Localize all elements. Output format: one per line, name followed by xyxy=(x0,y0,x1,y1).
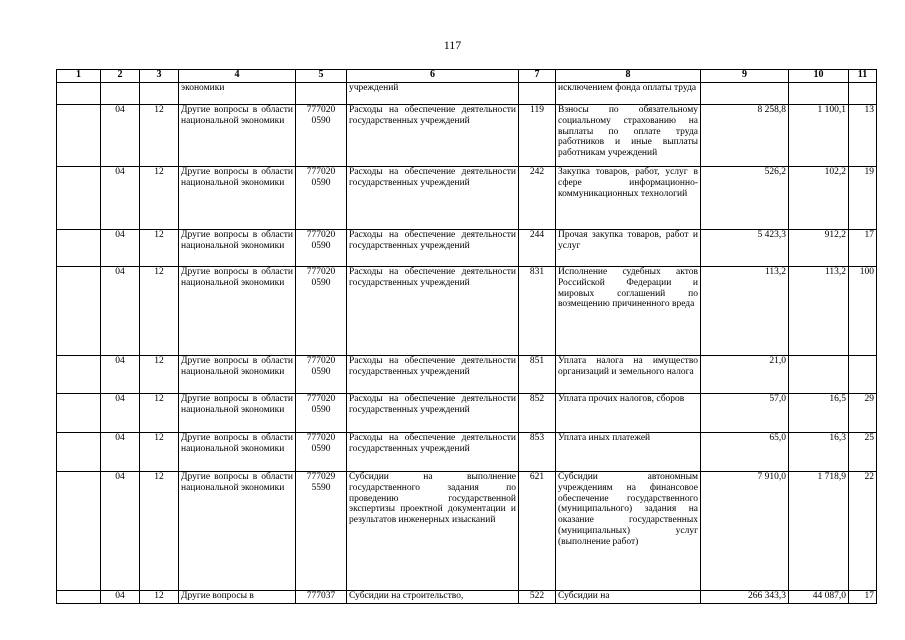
execution-percent-cell: 29 xyxy=(849,394,877,433)
planned-amount-cell: 526,2 xyxy=(701,167,789,230)
expense-type-name-cell: Уплата иных платежей xyxy=(556,433,701,472)
section-cell: 04 xyxy=(101,433,140,472)
section-cell: 04 xyxy=(101,167,140,230)
subsection-cell: 12 xyxy=(140,230,179,267)
expense-type-code-cell: 853 xyxy=(519,433,556,472)
page-number: 117 xyxy=(443,38,462,52)
subsection-cell: 12 xyxy=(140,267,179,356)
planned-amount-cell: 266 343,3 xyxy=(701,591,789,604)
planned-amount-cell: 57,0 xyxy=(701,394,789,433)
expense-type-code-cell: 621 xyxy=(519,472,556,591)
item-name-cell: Другие вопросы в xyxy=(179,591,296,604)
execution-percent-cell: 17 xyxy=(849,591,877,604)
table-row xyxy=(57,394,877,433)
column-header: 6 xyxy=(347,70,519,83)
expense-type-code-cell: 244 xyxy=(519,230,556,267)
expense-type-name-cell: Субсидии на xyxy=(556,591,701,604)
col1-cell xyxy=(57,230,101,267)
section-cell: 04 xyxy=(101,105,140,167)
subsection-cell: 12 xyxy=(140,433,179,472)
col1-cell xyxy=(57,472,101,591)
target-code-cell: 777037 xyxy=(296,591,347,604)
section-cell: 04 xyxy=(101,591,140,604)
subsection-cell: 12 xyxy=(140,105,179,167)
expense-type-name-cell: Исполнение судебных актов Российской Федерации и мировых соглашений по возмещению причиненного вреда xyxy=(556,267,701,356)
executed-amount-cell: 912,2 xyxy=(789,230,849,267)
item-name-cell: Другие вопросы в области национальной экономики xyxy=(179,394,296,433)
executed-amount-cell xyxy=(789,83,849,105)
executed-amount-cell xyxy=(789,356,849,394)
expense-name-cell: Расходы на обеспечение деятельности государственных учреждений xyxy=(347,105,519,167)
subsection-cell xyxy=(140,83,179,105)
expense-type-code-cell: 522 xyxy=(519,591,556,604)
execution-percent-cell xyxy=(849,83,877,105)
executed-amount-cell: 1 718,9 xyxy=(789,472,849,591)
executed-amount-cell: 44 087,0 xyxy=(789,591,849,604)
executed-amount-cell: 113,2 xyxy=(789,267,849,356)
expense-type-name-cell: исключением фонда оплаты труда xyxy=(556,83,701,105)
expense-name-cell: Расходы на обеспечение деятельности государственных учреждений xyxy=(347,394,519,433)
table-body xyxy=(57,83,877,604)
expense-name-cell: Расходы на обеспечение деятельности государственных учреждений xyxy=(347,356,519,394)
item-name-cell: Другие вопросы в области национальной экономики xyxy=(179,230,296,267)
planned-amount-cell: 7 910,0 xyxy=(701,472,789,591)
target-code-cell xyxy=(296,83,347,105)
column-header: 8 xyxy=(556,70,701,83)
expense-type-name-cell: Уплата прочих налогов, сборов xyxy=(556,394,701,433)
column-header: 9 xyxy=(701,70,789,83)
table-row xyxy=(57,230,877,267)
table-row xyxy=(57,433,877,472)
col1-cell xyxy=(57,167,101,230)
target-code-cell: 777020 0590 xyxy=(296,356,347,394)
expense-type-code-cell: 242 xyxy=(519,167,556,230)
subsection-cell: 12 xyxy=(140,591,179,604)
expense-name-cell: Расходы на обеспечение деятельности государственных учреждений xyxy=(347,433,519,472)
expense-type-code-cell: 851 xyxy=(519,356,556,394)
expense-type-code-cell: 831 xyxy=(519,267,556,356)
budget-table xyxy=(56,69,877,604)
table-row xyxy=(57,83,877,105)
section-cell: 04 xyxy=(101,267,140,356)
expense-name-cell: Расходы на обеспечение деятельности государственных учреждений xyxy=(347,230,519,267)
expense-name-cell: Расходы на обеспечение деятельности государственных учреждений xyxy=(347,167,519,230)
column-header: 3 xyxy=(140,70,179,83)
column-header: 11 xyxy=(849,70,877,83)
planned-amount-cell: 21,0 xyxy=(701,356,789,394)
target-code-cell: 777020 0590 xyxy=(296,394,347,433)
table-row xyxy=(57,267,877,356)
table-row xyxy=(57,105,877,167)
table-row xyxy=(57,591,877,604)
executed-amount-cell: 16,5 xyxy=(789,394,849,433)
target-code-cell: 777020 0590 xyxy=(296,230,347,267)
execution-percent-cell: 25 xyxy=(849,433,877,472)
col1-cell xyxy=(57,267,101,356)
col1-cell xyxy=(57,394,101,433)
expense-name-cell: Субсидии на выполнение государственного задания по проведению государственной экспертизы проектной документации и результатов инженерных изысканий xyxy=(347,472,519,591)
col1-cell xyxy=(57,356,101,394)
column-header: 4 xyxy=(179,70,296,83)
target-code-cell: 777020 0590 xyxy=(296,105,347,167)
subsection-cell: 12 xyxy=(140,394,179,433)
col1-cell xyxy=(57,591,101,604)
expense-type-name-cell: Закупка товаров, работ, услуг в сфере информационно-коммуникационных технологий xyxy=(556,167,701,230)
execution-percent-cell: 13 xyxy=(849,105,877,167)
col1-cell xyxy=(57,83,101,105)
expense-type-code-cell: 852 xyxy=(519,394,556,433)
executed-amount-cell: 1 100,1 xyxy=(789,105,849,167)
section-cell: 04 xyxy=(101,472,140,591)
section-cell xyxy=(101,83,140,105)
expense-type-code-cell xyxy=(519,83,556,105)
item-name-cell: Другие вопросы в области национальной экономики xyxy=(179,433,296,472)
planned-amount-cell: 65,0 xyxy=(701,433,789,472)
expense-type-name-cell: Субсидии автономным учреждениям на финансовое обеспечение государственного (муниципального) задания на оказание государственных (муниципальных) услуг (выполнение работ) xyxy=(556,472,701,591)
section-cell: 04 xyxy=(101,230,140,267)
col1-cell xyxy=(57,433,101,472)
column-header: 2 xyxy=(101,70,140,83)
target-code-cell: 777020 0590 xyxy=(296,167,347,230)
planned-amount-cell xyxy=(701,83,789,105)
table-row xyxy=(57,472,877,591)
item-name-cell: Другие вопросы в области национальной экономики xyxy=(179,267,296,356)
header-row xyxy=(57,70,877,83)
executed-amount-cell: 102,2 xyxy=(789,167,849,230)
table-row xyxy=(57,356,877,394)
planned-amount-cell: 5 423,3 xyxy=(701,230,789,267)
execution-percent-cell: 19 xyxy=(849,167,877,230)
section-cell: 04 xyxy=(101,356,140,394)
column-header: 7 xyxy=(519,70,556,83)
column-header: 10 xyxy=(789,70,849,83)
execution-percent-cell: 17 xyxy=(849,230,877,267)
expense-type-code-cell: 119 xyxy=(519,105,556,167)
expense-name-cell: Расходы на обеспечение деятельности государственных учреждений xyxy=(347,267,519,356)
expense-type-name-cell: Уплата налога на имущество организаций и земельного налога xyxy=(556,356,701,394)
subsection-cell: 12 xyxy=(140,472,179,591)
expense-name-cell: учреждений xyxy=(347,83,519,105)
item-name-cell: Другие вопросы в области национальной экономики xyxy=(179,472,296,591)
subsection-cell: 12 xyxy=(140,167,179,230)
target-code-cell: 777020 0590 xyxy=(296,267,347,356)
item-name-cell: экономики xyxy=(179,83,296,105)
column-header: 1 xyxy=(57,70,101,83)
item-name-cell: Другие вопросы в области национальной экономики xyxy=(179,105,296,167)
column-header: 5 xyxy=(296,70,347,83)
planned-amount-cell: 8 258,8 xyxy=(701,105,789,167)
expense-type-name-cell: Взносы по обязательному социальному страхованию на выплаты по оплате труда работников и иные выплаты работникам учреждений xyxy=(556,105,701,167)
executed-amount-cell: 16,3 xyxy=(789,433,849,472)
expense-type-name-cell: Прочая закупка товаров, работ и услуг xyxy=(556,230,701,267)
subsection-cell: 12 xyxy=(140,356,179,394)
target-code-cell: 777020 0590 xyxy=(296,433,347,472)
section-cell: 04 xyxy=(101,394,140,433)
target-code-cell: 777029 5590 xyxy=(296,472,347,591)
execution-percent-cell xyxy=(849,356,877,394)
item-name-cell: Другие вопросы в области национальной экономики xyxy=(179,167,296,230)
execution-percent-cell: 22 xyxy=(849,472,877,591)
expense-name-cell: Субсидии на строительство, xyxy=(347,591,519,604)
table-row xyxy=(57,167,877,230)
planned-amount-cell: 113,2 xyxy=(701,267,789,356)
execution-percent-cell: 100 xyxy=(849,267,877,356)
item-name-cell: Другие вопросы в области национальной экономики xyxy=(179,356,296,394)
col1-cell xyxy=(57,105,101,167)
